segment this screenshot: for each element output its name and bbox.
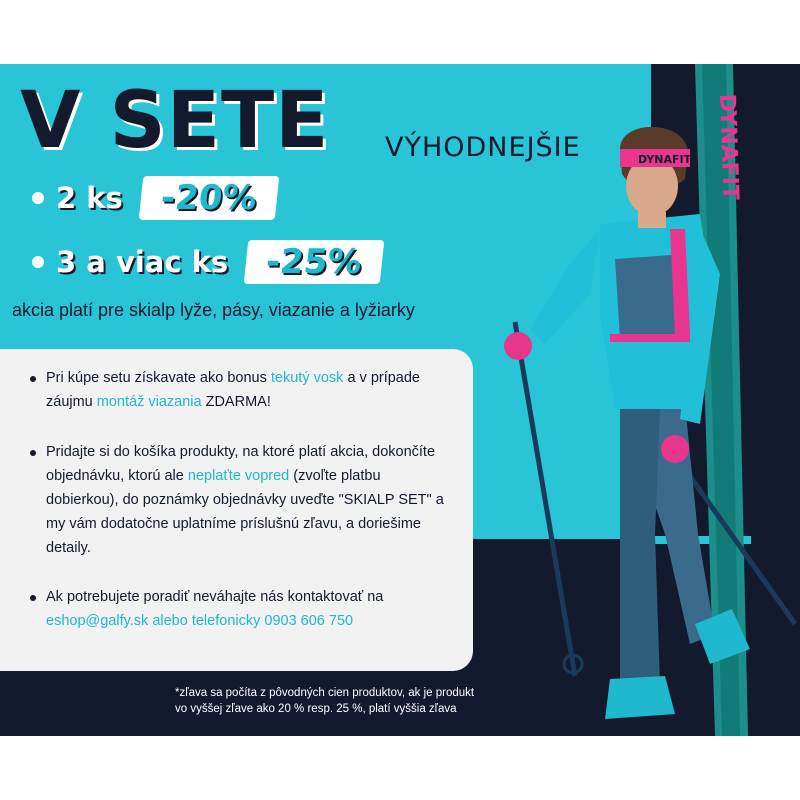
offer-row-3ks [32,240,382,284]
bullet-icon [30,376,36,382]
promo-condition: akcia platí pre skialp lyže, pásy, viazanie a lyžiarky [12,300,415,320]
headline: V SETE [20,76,330,166]
skier-head [620,127,692,228]
sub-headline: VÝHODNEJŠIE [385,132,581,163]
bullet-icon [30,450,36,456]
highlight-no-prepay: neplaťte vopred [187,467,290,484]
info-text: Ak potrebujete poradiť neváhajte nás kontaktovať na eshop@galfy.sk alebo telefonicky 0903 606 750 [46,589,384,630]
info-item-contact [30,586,453,634]
offer-row-2ks [32,176,276,220]
bullet-icon [32,192,44,204]
offer-quantity: 2 ks [56,181,123,215]
info-text: Pri kúpe setu získavate ako bonus tekutý vosk a v prípade záujmu montáž viazania ZDARMA! [46,370,420,410]
glove-icon [661,435,689,463]
footnote: *zľava sa počíta z pôvodných cien produktov, ak je produkt vo vyššej zľave ako 20 % resp. 25 %, platí vyššia zľava [175,687,475,715]
discount-badge: -20% [139,176,279,220]
skier-jacket [530,214,720,424]
svg-text:DYNAFIT: DYNAFIT [714,93,743,201]
info-item-bonus [30,367,453,415]
glove-icon [504,332,532,360]
info-item-instructions [30,441,453,561]
contact-link[interactable]: eshop@galfy.sk alebo telefonicky 0903 606 750 [46,613,354,630]
skier-illustration [470,64,800,736]
bullet-icon [30,595,36,601]
info-card [0,349,473,671]
promo-banner [0,64,800,736]
info-text: Pridajte si do košíka produkty, na ktoré platí akcia, dokončíte objednávku, ktorú ale neplaťte vopred (zvoľte platbu dobierkou), do poznámky objednávky uveďte "SKIALP SET" a my vám dodatočne uplatníme príslušnú zľavu, a doriešime detaily. [46,443,444,556]
ski-pole-icon [515,322,575,676]
bullet-icon [32,256,44,268]
offer-quantity: 3 a viac ks [56,245,229,279]
highlight-wax: tekutý vosk [270,370,344,386]
discount-badge: -25% [244,240,384,284]
highlight-mounting: montáž viazania [96,393,202,410]
ski-boot-icon [605,676,675,719]
svg-text:DYNAFIT: DYNAFIT [638,153,692,166]
